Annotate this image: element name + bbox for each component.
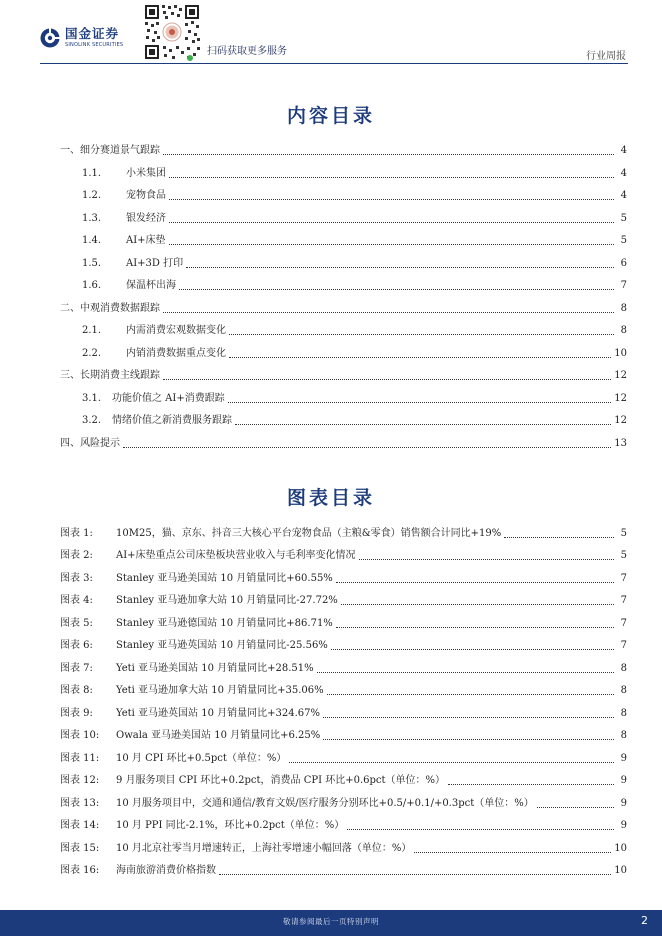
figure-label: 10 月北京社零当月增速转正，上海社零增速小幅回落（单位：%） xyxy=(116,843,412,854)
figure-entry[interactable] xyxy=(60,526,627,542)
figure-number: 图表 13: xyxy=(60,798,100,809)
toc-page: 4 xyxy=(620,168,627,179)
toc-entry[interactable] xyxy=(60,301,627,317)
toc-page: 4 xyxy=(620,145,627,156)
toc-page: 6 xyxy=(620,258,627,269)
dot-leader xyxy=(123,447,611,448)
toc-page: 8 xyxy=(620,303,627,314)
figure-label: Stanley 亚马逊美国站 10 月销量同比+60.55% xyxy=(116,573,333,584)
dot-leader xyxy=(504,537,614,538)
figure-label: Yeti 亚马逊加拿大站 10 月销量同比+35.06% xyxy=(116,685,324,696)
footer-disclaimer[interactable]: 敬请参阅最后一页特别声明 xyxy=(283,917,379,926)
figure-entry[interactable] xyxy=(60,773,627,789)
dot-leader xyxy=(169,222,614,223)
toc-label: AI+床垫 xyxy=(126,235,166,246)
figure-number: 图表 8: xyxy=(60,685,93,696)
figure-number: 图表 12: xyxy=(60,775,100,786)
figure-number: 图表 2: xyxy=(60,550,93,561)
qr-caption: 扫码获取更多服务 xyxy=(207,46,287,57)
figures-title: 图表目录 xyxy=(286,487,375,509)
toc-page: 10 xyxy=(614,348,627,359)
figure-entry[interactable] xyxy=(60,548,627,564)
toc-entry[interactable] xyxy=(60,391,627,407)
contents-title: 内容目录 xyxy=(286,105,375,127)
page-number: 2 xyxy=(641,914,648,927)
figure-page: 10 xyxy=(614,843,627,854)
toc-label: 风险提示 xyxy=(80,438,120,449)
figure-page: 9 xyxy=(620,798,627,809)
toc-number: 三、 xyxy=(60,370,80,381)
logo-chinese-name: 国金证券 xyxy=(65,26,120,42)
figure-page: 5 xyxy=(620,528,627,539)
figure-entry[interactable] xyxy=(60,863,627,879)
figure-label: 10 月 PPI 同比-2.1%，环比+0.2pct（单位：%） xyxy=(116,820,345,831)
figure-number: 图表 10: xyxy=(60,730,100,741)
figure-label: 海南旅游消费价格指数 xyxy=(116,865,216,876)
figure-page: 10 xyxy=(614,865,627,876)
figure-number: 图表 9: xyxy=(60,708,93,719)
qr-code-icon[interactable] xyxy=(143,3,201,61)
figure-entry[interactable] xyxy=(60,638,627,654)
figure-entry[interactable] xyxy=(60,616,627,632)
sinolink-logo-icon xyxy=(40,28,60,48)
toc-label: 小米集团 xyxy=(126,168,166,179)
dot-leader xyxy=(235,424,611,425)
toc-label: AI+3D 打印 xyxy=(126,258,184,269)
dot-leader xyxy=(186,267,614,268)
figure-number: 图表 16: xyxy=(60,865,100,876)
figure-page: 5 xyxy=(620,550,627,561)
figure-label: Owala 亚马逊美国站 10 月销量同比+6.25% xyxy=(116,730,321,741)
toc-number: 一、 xyxy=(60,145,80,156)
dot-leader xyxy=(169,244,614,245)
figure-page: 7 xyxy=(620,618,627,629)
figure-label: 10 月 CPI 环比+0.5pct（单位：%） xyxy=(116,753,287,764)
toc-entry[interactable] xyxy=(60,368,627,384)
figure-page: 8 xyxy=(620,730,627,741)
figure-label: Stanley 亚马逊德国站 10 月销量同比+86.71% xyxy=(116,618,333,629)
toc-label: 细分赛道景气跟踪 xyxy=(80,145,160,156)
dot-leader xyxy=(229,334,614,335)
dot-leader xyxy=(448,784,614,785)
figure-label: 10M25，猫、京东、抖音三大核心平台宠物食品（主粮&零食）销售额合计同比+19% xyxy=(116,528,502,539)
figure-entry[interactable] xyxy=(60,728,627,744)
figure-page: 7 xyxy=(620,640,627,651)
logo-english-name: SINOLINK SECURITIES xyxy=(65,41,124,48)
figure-label: Yeti 亚马逊美国站 10 月销量同比+28.51% xyxy=(116,663,314,674)
toc-label: 保温杯出海 xyxy=(126,280,176,291)
toc-number: 3.2. xyxy=(82,415,102,426)
figure-label: Stanley 亚马逊加拿大站 10 月销量同比-27.72% xyxy=(116,595,338,606)
toc-page: 5 xyxy=(620,235,627,246)
figure-entry[interactable] xyxy=(60,593,627,609)
dot-leader xyxy=(414,852,611,853)
toc-entry[interactable] xyxy=(60,211,627,227)
toc-label: 内需消费宏观数据变化 xyxy=(126,325,226,336)
figure-entry[interactable] xyxy=(60,796,627,812)
toc-number: 1.2. xyxy=(82,190,102,201)
figure-page: 8 xyxy=(620,708,627,719)
dot-leader xyxy=(537,807,614,808)
figure-number: 图表 4: xyxy=(60,595,93,606)
toc-page: 5 xyxy=(620,213,627,224)
dot-leader xyxy=(347,829,614,830)
figure-page: 8 xyxy=(620,685,627,696)
dot-leader xyxy=(163,379,611,380)
dot-leader xyxy=(323,717,614,718)
dot-leader xyxy=(169,177,614,178)
toc-label: 宠物食品 xyxy=(126,190,166,201)
toc-entry[interactable] xyxy=(60,436,627,452)
toc-label: 功能价值之 AI+消费跟踪 xyxy=(112,393,225,404)
figure-entry[interactable] xyxy=(60,751,627,767)
figure-label: Yeti 亚马逊英国站 10 月销量同比+324.67% xyxy=(116,708,320,719)
dot-leader xyxy=(169,199,614,200)
toc-page: 7 xyxy=(620,280,627,291)
toc-number: 1.5. xyxy=(82,258,102,269)
toc-page: 12 xyxy=(614,370,627,381)
dot-leader xyxy=(323,739,614,740)
figure-number: 图表 3: xyxy=(60,573,93,584)
toc-entry[interactable] xyxy=(60,413,627,429)
toc-entry[interactable] xyxy=(60,143,627,159)
report-type-label: 行业周报 xyxy=(586,51,626,62)
toc-entry[interactable] xyxy=(60,188,627,204)
figure-page: 7 xyxy=(620,573,627,584)
dot-leader xyxy=(179,289,614,290)
dot-leader xyxy=(228,402,612,403)
page-header xyxy=(0,0,662,64)
figure-entry[interactable] xyxy=(60,841,627,857)
toc-label: 长期消费主线跟踪 xyxy=(80,370,160,381)
dot-leader xyxy=(359,559,614,560)
page-footer xyxy=(0,910,662,936)
toc-page: 13 xyxy=(614,438,627,449)
toc-number: 2.2. xyxy=(82,348,102,359)
figure-label: 10 月服务项目中，交通和通信/教育文娱/医疗服务分别环比+0.5/+0.1/+0.3pct（单位：%） xyxy=(116,798,534,809)
toc-page: 4 xyxy=(620,190,627,201)
figure-number: 图表 1: xyxy=(60,528,93,539)
figure-entry[interactable] xyxy=(60,683,627,699)
figure-entry[interactable] xyxy=(60,571,627,587)
figure-page: 8 xyxy=(620,663,627,674)
figure-label: 9 月服务项目 CPI 环比+0.2pct，消费品 CPI 环比+0.6pct（单位：%） xyxy=(116,775,446,786)
figure-number: 图表 5: xyxy=(60,618,93,629)
figure-number: 图表 15: xyxy=(60,843,100,854)
figure-label: Stanley 亚马逊英国站 10 月销量同比-25.56% xyxy=(116,640,328,651)
dot-leader xyxy=(163,312,614,313)
toc-entry[interactable] xyxy=(60,346,627,362)
company-logo xyxy=(40,28,123,48)
figure-label: AI+床垫重点公司床垫板块营业收入与毛利率变化情况 xyxy=(116,550,356,561)
dot-leader xyxy=(336,582,614,583)
figure-entry[interactable] xyxy=(60,706,627,722)
figure-page: 9 xyxy=(620,753,627,764)
toc-number: 四、 xyxy=(60,438,80,449)
figure-page: 9 xyxy=(620,820,627,831)
dot-leader xyxy=(341,604,614,605)
dot-leader xyxy=(163,154,614,155)
dot-leader xyxy=(336,627,614,628)
toc-number: 1.1. xyxy=(82,168,102,179)
toc-entry[interactable] xyxy=(60,256,627,272)
dot-leader xyxy=(289,762,614,763)
toc-page: 8 xyxy=(620,325,627,336)
toc-page: 12 xyxy=(614,415,627,426)
toc-number: 1.4. xyxy=(82,235,102,246)
figure-page: 9 xyxy=(620,775,627,786)
toc-label: 银发经济 xyxy=(126,213,166,224)
figure-number: 图表 6: xyxy=(60,640,93,651)
figure-page: 7 xyxy=(620,595,627,606)
toc-page: 12 xyxy=(614,393,627,404)
figure-number: 图表 11: xyxy=(60,753,100,764)
toc-entry[interactable] xyxy=(60,233,627,249)
header-divider xyxy=(40,63,628,64)
toc-number: 二、 xyxy=(60,303,80,314)
figure-number: 图表 14: xyxy=(60,820,100,831)
toc-label: 中观消费数据跟踪 xyxy=(80,303,160,314)
toc-entry[interactable] xyxy=(60,278,627,294)
toc-entry[interactable] xyxy=(60,166,627,182)
dot-leader xyxy=(327,694,614,695)
dot-leader xyxy=(219,874,611,875)
dot-leader xyxy=(331,649,614,650)
toc-entry[interactable] xyxy=(60,323,627,339)
toc-number: 1.6. xyxy=(82,280,102,291)
dot-leader xyxy=(229,357,611,358)
dot-leader xyxy=(317,672,614,673)
toc-number: 3.1. xyxy=(82,393,102,404)
figure-number: 图表 7: xyxy=(60,663,93,674)
toc-number: 2.1. xyxy=(82,325,102,336)
toc-label: 情绪价值之新消费服务跟踪 xyxy=(112,415,232,426)
figure-entry[interactable] xyxy=(60,661,627,677)
figure-entry[interactable] xyxy=(60,818,627,834)
toc-label: 内销消费数据重点变化 xyxy=(126,348,226,359)
toc-number: 1.3. xyxy=(82,213,102,224)
